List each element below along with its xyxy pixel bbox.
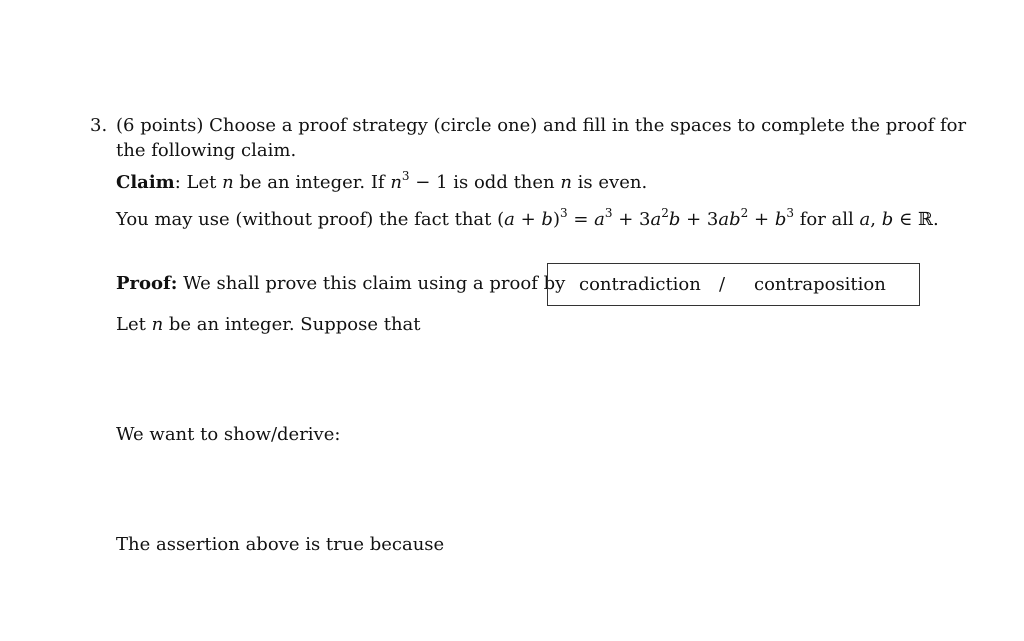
claim-text-c: − 1 is odd then [409,172,561,193]
claim-statement [116,169,648,194]
hint-comma: , [870,209,882,230]
hint-exp-3: 2 [661,206,669,220]
hint-var-a-5: a [859,209,871,230]
problem-intro-line2: the following claim. [116,140,297,161]
hint-text-a: You may use (without proof) the fact that ( [116,209,505,230]
option-contradiction[interactable]: contradiction [579,274,701,295]
problem-intro-line1: (6 points) Choose a proof strategy (circle one) and fill in the spaces to complete the proof for [116,115,967,136]
step-suppose [116,315,421,336]
hint-var-a: a [504,209,515,230]
option-contraposition[interactable]: contraposition [754,274,886,295]
hint-plus: + [514,209,542,230]
hint-var-a-4: a [718,209,730,230]
problem-number: 3. [90,115,108,136]
step-want: We want to show/derive: [116,424,341,445]
hint-plus-3: + 3 [612,209,651,230]
claim-cube-base: n [390,172,402,193]
hint-equals: = [567,209,595,230]
hint-plus-2: + [748,209,775,230]
step-assertion: The assertion above is true because [116,534,445,555]
claim-text-a: : Let [174,172,223,193]
hint-exp-2: 3 [604,206,613,220]
step-let: Let [116,314,152,335]
hint-var-a-2: a [594,209,605,230]
hint-exp-1: 3 [559,206,568,220]
proof-intro [116,274,565,295]
hint-exp-5: 3 [786,206,794,220]
step-var-n: n [151,314,164,335]
hint-plus-3b: + 3 [680,209,719,230]
claim-text-b: be an integer. If [233,172,391,193]
proof-text: We shall prove this claim using a proof by [177,273,566,294]
strategy-choice-box[interactable] [547,263,920,306]
hint-paren-close: ) [552,209,560,230]
hint-in-reals: ∈ ℝ. [893,209,939,230]
claim-var-n: n [222,172,234,193]
option-separator: / [719,274,726,295]
hint-for-all: for all [794,209,860,230]
claim-label: Claim [116,172,175,193]
claim-exponent: 3 [401,169,410,183]
claim-var-n-2: n [560,172,572,193]
hint-exp-4: 2 [740,206,749,220]
hint-var-b-4: b [774,209,787,230]
proof-label: Proof: [116,273,178,294]
binomial-hint [116,206,939,231]
hint-var-a-3: a [650,209,662,230]
step-suppose-text: be an integer. Suppose that [163,314,421,335]
hint-var-b-3: b [729,209,741,230]
claim-text-d: is even. [571,172,648,193]
hint-var-b-5: b [881,209,894,230]
hint-var-b-2: b [668,209,681,230]
hint-var-b: b [541,209,553,230]
